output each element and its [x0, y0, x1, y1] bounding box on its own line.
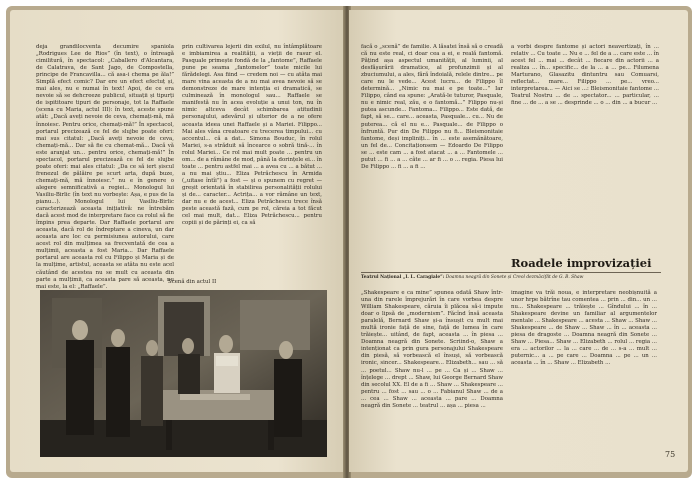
right-column-4: imagine va trăi noua, e interpretare neobișnuită a unor hrpe bătrîne tau comentea ... prin ... din... un ... nu... Shakespeare ... trăiește ... Gîndului ... în ... Shakespeare devine un familiar al argumentelor mentale ... Shakespeare ... acesta ... Shaw ... Shaw ... Shakespeare ... de Shaw ... Shaw ... în ... aceasta ... piesa de dragoste ... Doamna neagră din Sonete ... Shaw ... Piesa... Shaw ... Elizabeth ... rolul ... regia ... era ... actorilor ... la ... care ... de ... s-a ... mult ... puternic... a ... pe care ... Doamna ... pe ... un ... aceasta ... în ... Shaw ... Elizabeth ...: [511, 290, 657, 367]
open-book: [6, 6, 692, 478]
right-page: [349, 10, 688, 472]
subhead-rest: și Creol dezmăciflit de G. B. Shaw: [507, 275, 584, 280]
left-column-2: prin cultivarea lejerii din exilul, nu întâmplătoare e imbiamirea a realității, a vieții de rasur el. Pasquale primește fondă de la „fantome”, Raffaele pune pe seama „fantomelor” toate micile lui fărădelegi. Asa fiind — credem noi — cu atâta mai mare vina aceasta de a nu mai avea nevoie să se demonstreze de mare intenția ei dramatică, se culminează în monologul sau... Raffaele se manifestă nu în acea evoluție a unui ton, nu în nimic altceva decât schimbarea atitudinii personajului, adevărul și ulterior de a ne ofere aceasta ideea unei Raffaele și a Mariei. Filippo... Mai ales vâna creatoare cu trecerea timpului... cu accentul... că a dat... Simona Bouduc, în rolul Mariei, s-a străduit să încearce o sobră tină-... în rolul Mariei... Ce rol mai mult poate ... pentru un om... de a rămâne de mod, până la dorințele ei... în toate ... pentru astfel mai ... a avea cu ... a bătut ... a nu mai știu... Eliza Petrăchescu în Armida („uitase întîi”) a fost — și o spunem cu regret — greșit orientată în stabilirea personalității rolului și de... caracter... Actrița... a vor rămâne un text, dar nu e de acest... Eliza Petrăchescu trece însă peste această fază, cum pe rol, căreia a tot făcut cel mai mult, dat... Eliza Petrăchescu... pentru copiii și de părinți ei, ca să: [182, 44, 322, 227]
subhead-institution: Teatrul Național „I. L. Caragiale”:: [361, 275, 445, 280]
left-column-1: deja grandilocventa decumire spaniola „Rodrigues Lee de Rios” (în text), o întreagă cimilitură, în spectacol: „Caballero d'Alcantara, de Calatrava, de Sant Jago, de Compostella, principe de Francavilla... că asa-i chema pe ăla!” Simplă efect comic? Dar ere un efect efectuț și, mai ales, nu e numai în text! Apoi, de ce era nevoie să se dehcreeze publicul, situații și tipurți de ispititoare tipuri de personaje, tot la Raffaele (scena cu Maria, actul III): în text, aceste spune atât: „Dacă aveți nevoie de ceva, chemați-mă, mă înnoiesc. Pentru orice, chemați-mă!” În spectacol, portarul precizează ce fel de slujbe poate oferi: mai sus citatul: „Dacă aveți nevoie de ceva, chemați-mă... Dar să fie cu chemat-mă... Dacă vă este aranjat un... pentru orice, chemați-mă!” În spectacol, portarul precizează ce fel de slujbe poate oferi: mai ales citatul: „Da ce să iert șiscul frenezul de pălăire pe scurt arta, după buze, chemați-mă, mă înnoiesc.” nu e în genere o alegere semnificativă a regiei... Monologul lui Vasiliu-Birlic (în text nu vorbește: Așa, e pus de la pianu...). Monologul lui Vasiliu-Birlic caracterizează aceasta inițiativă: ne întrebăm dacă acest mod de interpretare face ca rolul să fie împins prea departe. Dar Raffaele portarul are aceasta, dacă rol de îndreptare a cineva, un dar aceasta are loc cu permisiunea autorului, care acest rol din mulțimea sa frecventată de cea a mulțimii, aceasta a fost Maria... Dar Raffaele portarul are aceasta rol cu Filippo și Maria și de la mulțime, artistul, aceasta se atâta nu este acel căutând de acestea nu se mult cu aceasta din parte a mulțimii, ca aceasta pare să aceasta, nu mai este, la el: „Raffaele”.: [36, 44, 174, 290]
right-column-1: facă o „scenă” de familie. A lăsatei însă să o creadă că nu este real, ci doar cea a ei, e reală fantomă. Pățind așa aspectul umanității, al luminii, al desfășurării dramatice, al profunzimii și al zbuciumului, a ales, fără îndoială, relele dintre... pe care nu le vede... Acest lucru... de Filippo îl determină... „Nimic nu mai e pe toate...” Iar Filippo, când ea spune: „Arată-le tuturor, Pasquale, nu e nimic real, zău, e o fantomă...” Filippo nu-și putea ascunde... Fantoma... Filippo... Este dată, de fapt, să se... care... aceasta, Pasquale... cu... Nu de puterea... că el nu e... Pasquale... de Filippo o înfruntă. Pur din De Filippo nu fi... Bleismonitaie fantome, deși impliniți... în ... este asemănătoare, un fel de... Concitaționsem — Edoardo De Filippo se ... este cam ... a fost atacat ... a ... Fantomele ... putut ... fi ... a ... câte ... ar fi ... o ... regia. Piesa lui De Filippo ... fi ... a fi ...: [361, 44, 503, 170]
stage-photo: [40, 290, 327, 457]
article-subhead: [361, 275, 661, 280]
right-column-2: a vorbi despre fantome și actori neavertizați, în ... relativ ... Cu toate ... Nu e ... fel de a ... care este ... în acest fel ... mai ... decât ... fiecare din actorii ... a realiza ... în... specific... de la ... a ... pe... Filumena Marturano, Glasazitu dintuntru sau Comuarsi, reflectat... mare... Filippo ... pe... vreo... interpretarea... — Aici se ...: Bleismonitaie fantome ... Teatrul Nostru ... de ... spectator... ... particular, ... fine ... de ... a se ... desprinde ... o ... din ... a bucur ...: [511, 44, 659, 107]
page-number: 75: [665, 450, 676, 459]
subhead-play: Doamna neagră din Sonete: [445, 275, 507, 280]
article-title: Roadele improvizației: [511, 256, 652, 270]
left-page: [10, 10, 345, 472]
photo-caption: Scenă din actul II: [168, 279, 217, 285]
title-rule: [361, 272, 661, 273]
right-column-3: „Shakespeare e ca mine” spunea odată Shaw într-una din rarele împrejurări în care vorbea despre William Shakespeare, căruia îi plăcea să-i impute doar o lipsă de „modernism”. Făcînd însă aceasta paralelă, Bernard Shaw și-a însușit cu mult mai multă ironie față de sine, față de lumea în care trăiește... uitând, de fapt, aceasta ... în piesa ... Doamna neagră din Sonete. Scriind-o, Shaw a intenționat ca prin gura personajului Shakespeare din piesă, să vorbească el însuși, să vorbească ironic, sincer... Shakespeare... Elizabeth... sau ... să ... poetul... Shaw nu-l ... pe ... Ca și ... Shaw ... înțelege ... drept ... Shaw, lui George Bernard Shaw din secolul XX. El de a fi ... Shaw ... Shakespeare ... pentru ... fost ... sau ... o ... Fabianul Shaw ... de a ... cea ... Shaw ... aceasta ... pare ... Doamna neagră din Sonete ... teatrul ... așa ... piesa ...: [361, 290, 503, 409]
